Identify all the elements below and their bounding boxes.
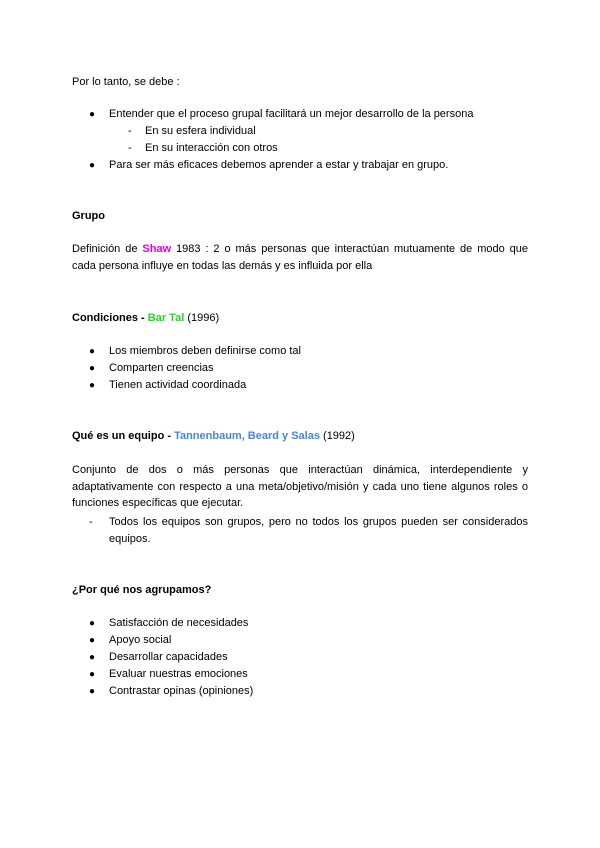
bullet-icon: ● bbox=[89, 346, 96, 357]
list-item: ● Comparten creencias bbox=[72, 360, 528, 377]
dash-icon: - bbox=[128, 125, 132, 137]
bullet-icon: ● bbox=[89, 652, 96, 663]
agrupamos-list bbox=[72, 615, 528, 700]
list-item: ● Para ser más eficaces debemos aprender a estar y trabajar en grupo. bbox=[72, 157, 528, 174]
list-item: ● Tienen actividad coordinada bbox=[72, 377, 528, 394]
section-heading-agrupamos: ¿Por qué nos agrupamos? bbox=[72, 584, 212, 596]
list-item: ● Desarrollar capacidades bbox=[72, 649, 528, 666]
list-item: ● Entender que el proceso grupal facilitará un mejor desarrollo de la persona bbox=[72, 106, 528, 123]
bullet-icon: ● bbox=[89, 160, 96, 171]
list-item: ● Contrastar opinas (opiniones) bbox=[72, 683, 528, 700]
author-shaw: Shaw bbox=[142, 243, 172, 255]
bullet-icon: ● bbox=[89, 380, 96, 391]
intro-list bbox=[72, 106, 528, 174]
bullet-icon: ● bbox=[89, 109, 96, 120]
dash-icon: - bbox=[128, 142, 132, 154]
intro-text: Por lo tanto, se debe : bbox=[72, 76, 180, 88]
equipo-note: - Todos los equipos son grupos, pero no todos los grupos pueden ser considerados equipos. bbox=[89, 516, 528, 545]
section-heading-grupo: Grupo bbox=[72, 210, 105, 222]
bullet-icon: ● bbox=[89, 669, 96, 680]
list-item: ● Los miembros deben definirse como tal bbox=[72, 343, 528, 360]
author-bar-tal: Bar Tal bbox=[147, 312, 185, 324]
author-tannenbaum: Tannenbaum, Beard y Salas bbox=[174, 430, 320, 442]
bullet-icon: ● bbox=[89, 635, 96, 646]
bullet-icon: ● bbox=[89, 686, 96, 697]
bullet-icon: ● bbox=[89, 363, 96, 374]
section-heading-condiciones: Condiciones - Bar Tal (1996) bbox=[72, 312, 220, 324]
list-item: ● Satisfacción de necesidades bbox=[72, 615, 528, 632]
condiciones-list bbox=[72, 343, 528, 394]
list-item: ● Evaluar nuestras emociones bbox=[72, 666, 528, 683]
grupo-definition: Definición de Shaw 1983 : 2 o más personas que interactúan mutuamente de modo que cada persona influye en todas las demás y es influida por ella bbox=[72, 243, 529, 272]
section-heading-equipo: Qué es un equipo - Tannenbaum, Beard y Salas (1992) bbox=[72, 430, 355, 442]
bullet-icon: ● bbox=[89, 618, 96, 629]
sub-list-item: - En su esfera individual bbox=[72, 123, 528, 140]
list-item: ● Apoyo social bbox=[72, 632, 528, 649]
dash-icon: - bbox=[89, 516, 93, 528]
document-page bbox=[72, 0, 529, 697]
equipo-definition: Conjunto de dos o más personas que interactúan dinámica, interdependiente y adaptativamente con respecto a una meta/objetivo/misión y cada uno tiene algunos roles o funciones específicas que ejecutar. bbox=[72, 464, 528, 509]
sub-list-item: - En su interacción con otros bbox=[72, 140, 528, 157]
